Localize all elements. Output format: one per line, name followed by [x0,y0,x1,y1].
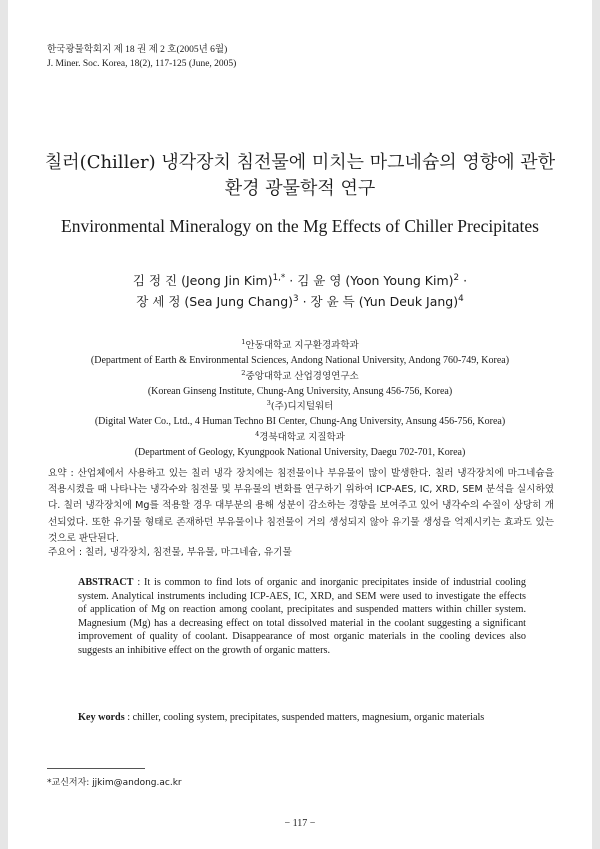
footnote [47,775,182,788]
abstract-english-label: ABSTRACT [78,577,134,588]
author-separator: · [285,273,298,288]
author-line-1 [30,270,570,291]
keywords-english [78,712,538,723]
title-korean-line-2: 환경 광물학적 연구 [224,178,376,199]
author-line-2 [30,291,570,312]
author-name: 장 윤 득 (Yun Deuk Jang) [310,294,459,309]
footnote-text: 교신저자: jjkim@andong.ac.kr [51,778,182,788]
author-affiliation-mark: 1,* [272,272,286,283]
affiliation-mark: 4 [255,429,260,438]
journal-citation-ko: 한국광물학회지 제 18 권 제 2 호(2005년 6월) [47,45,228,55]
footnote-divider [47,768,145,769]
affiliation-en: (Department of Geology, Kyungpook National University, Daegu 702-701, Korea) [134,447,466,459]
author-name: 김 윤 영 (Yoon Young Kim) [297,273,454,288]
abstract-korean [48,466,554,547]
abstract-korean-text: : 산업체에서 사용하고 있는 칠러 냉각 장치에는 침전물이나 부유물이 많이 발생한다. 칠러 냉각장치에 마그네슘을 적용시켰을 때 나타나는 냉각수와 침전물 및 부유물의 변화를 연구하기 위하여 ICP-AES, IC, XRD, SEM 분석을 실시하였다. 칠러 냉각장치에 Mg를 적용할 경우 대부분의 용해 성분이 감소하는 경향을 보여주고 있어 냉각수의 수질이 상당히 개선되었다. 또한 유기물 형태로 존재하던 부유물이나 침전물이 거의 생성되지 않아 유기물 생성을 억제시키는 효과도 있는 것으로 판단된다. [48,468,554,544]
journal-info [47,43,236,71]
author-name: 김 정 진 (Jeong Jin Kim) [132,273,273,288]
journal-citation-en: J. Miner. Soc. Korea, 18(2), 117-125 (June, 2005) [47,59,237,69]
author-separator: · [459,273,468,288]
page-number: − 117 − [284,818,316,829]
page-edge-right [592,0,600,849]
affiliation-list [30,338,570,460]
affiliation-ko: $^1$안동대학교 지구환경과학과 [241,337,359,351]
author-name: 장 세 정 (Sea Jung Chang) [136,294,294,309]
author-affiliation-mark: 3 [293,293,299,304]
affiliation-mark: 3 [266,399,271,408]
keywords-korean [48,544,554,558]
affiliation-en: (Department of Earth & Environmental Sciences, Andong National University, Andong 760-749, Korea) [90,355,510,367]
affiliation-mark: 2 [241,368,246,377]
author-separator: · [298,294,311,309]
footnote-mark: * [47,778,52,788]
abstract-korean-label: 요약 [48,468,67,479]
affiliation-ko: $^3$(주)디지털워터 [266,399,334,413]
author-affiliation-mark: 2 [453,272,460,283]
affiliation-en: (Korean Ginseng Institute, Chung-Ang University, Ansung 456-756, Korea) [147,385,453,397]
title-korean [40,150,560,202]
author-affiliation-mark: 4 [458,293,464,304]
affiliation-ko: $^2$중앙대학교 산업경영연구소 [241,368,359,382]
abstract-english-text: : It is common to find lots of organic and inorganic precipitates inside of industrial cooling system. Analytical instruments including ICP-AES, IC, XRD, and SEM were used to investigate the effects of application of Mg on reaction among coolant, precipitates and suspended matters within chiller system. Magnesium (Mg) has a decreasing effect on total dissolved material in the coolant suggesting a significant improvement of quality of coolant. Disappearance of most organic materials in the cooling devices also suggests an inhibitive effect on the growth of organic matters. [78,577,526,656]
title-korean-line-1: 칠러(Chiller) 냉각장치 침전물에 미치는 마그네슘의 영향에 관한 [44,152,556,173]
keywords-english-label: Key words [78,712,125,723]
affiliation-en: (Digital Water Co., Ltd., 4 Human Techno BI Center, Chung-Ang University, Ansung 456-756, Korea) [94,416,506,428]
affiliation-ko: $^4$경북대학교 지질학과 [255,429,345,443]
title-english: Environmental Mineralogy on the Mg Effects of Chiller Precipitates [61,216,539,236]
keywords-korean-label: 주요어 [48,547,76,558]
affiliation-mark: 1 [241,337,246,346]
author-list [30,270,570,312]
abstract-english [78,576,526,658]
keywords-english-text: : chiller, cooling system, precipitates, suspended matters, magnesium, organic materials [124,712,485,723]
keywords-korean-text: : 칠러, 냉각장치, 침전물, 부유물, 마그네슘, 유기물 [75,547,292,558]
page-edge-left [0,0,8,849]
